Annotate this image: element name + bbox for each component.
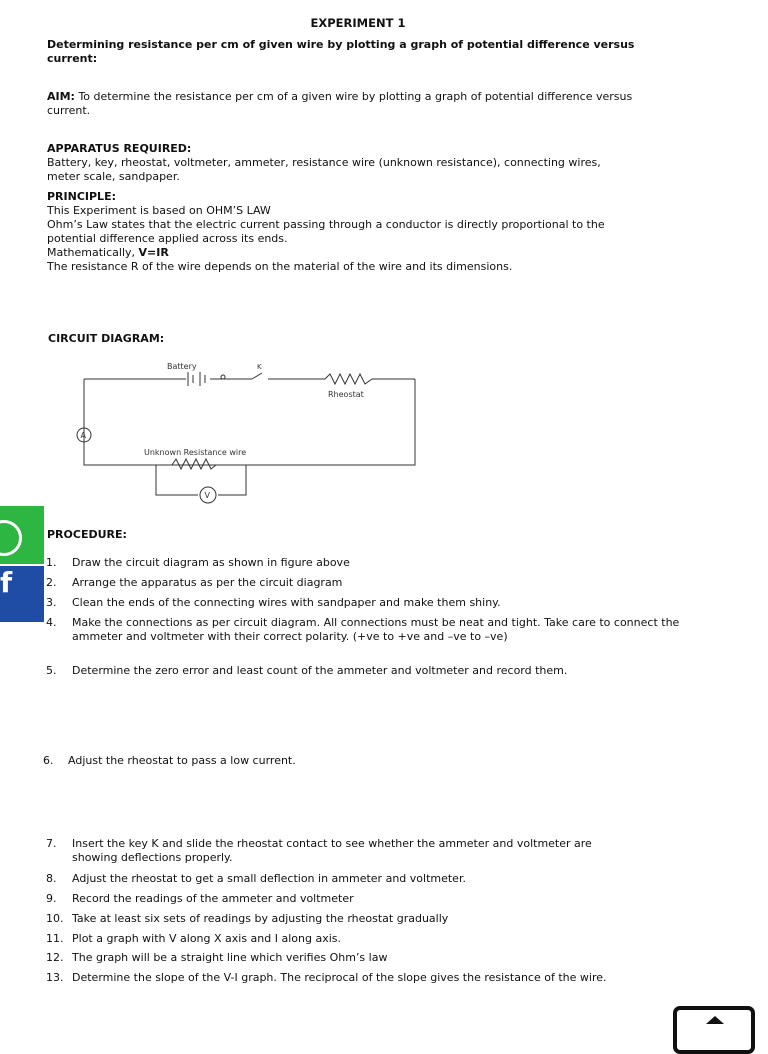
chevron-up-icon (706, 1016, 724, 1024)
principle-label: PRINCIPLE: (47, 190, 116, 203)
whatsapp-share-button[interactable] (0, 506, 44, 564)
unknown-resistance-symbol (172, 459, 216, 469)
principle-line3-prefix: Mathematically, (47, 246, 139, 259)
rheostat-label: Rheostat (328, 390, 364, 399)
circuit-diagram (60, 355, 440, 515)
ammeter-letter: A (80, 431, 86, 440)
principle-line2: Ohm’s Law states that the electric current passing through a conductor is directly proportional to the potential difference applied across its ends. (47, 218, 605, 245)
facebook-share-button[interactable] (0, 566, 44, 622)
whatsapp-icon (0, 520, 22, 556)
aim-text: To determine the resistance per cm of a given wire by plotting a graph of potential difference versus current. (47, 90, 633, 117)
page-title: EXPERIMENT 1 (310, 16, 406, 30)
facebook-icon: f (0, 566, 13, 599)
aim-label: AIM: (47, 90, 75, 103)
rheostat-symbol (325, 374, 372, 384)
key-letter: K (257, 363, 262, 371)
unknown-resistance-label: Unknown Resistance wire (144, 448, 247, 457)
battery-symbol (188, 372, 205, 386)
experiment-heading: Determining resistance per cm of given wire by plotting a graph of potential difference versus current: (47, 38, 635, 65)
apparatus-label: APPARATUS REQUIRED: (47, 142, 192, 155)
principle-line3 (47, 246, 697, 260)
apparatus-text: Battery, key, rheostat, voltmeter, ammeter, resistance wire (unknown resistance), connecting wires, meter scale, sandpaper. (47, 156, 601, 183)
ohms-law-formula: V=IR (138, 246, 169, 259)
circuit-label: CIRCUIT DIAGRAM: (48, 332, 165, 345)
scroll-to-top-button[interactable] (673, 1006, 755, 1054)
principle-line4: The resistance R of the wire depends on the material of the wire and its dimensions. (47, 260, 513, 273)
procedure-label: PROCEDURE: (47, 528, 127, 541)
voltmeter-letter: V (204, 491, 210, 500)
key-symbol (221, 373, 262, 379)
circuit-outer-wire (84, 379, 415, 465)
battery-label: Battery (167, 362, 197, 371)
principle-line1: This Experiment is based on OHM’S LAW (47, 204, 271, 217)
aim-section (47, 90, 647, 118)
